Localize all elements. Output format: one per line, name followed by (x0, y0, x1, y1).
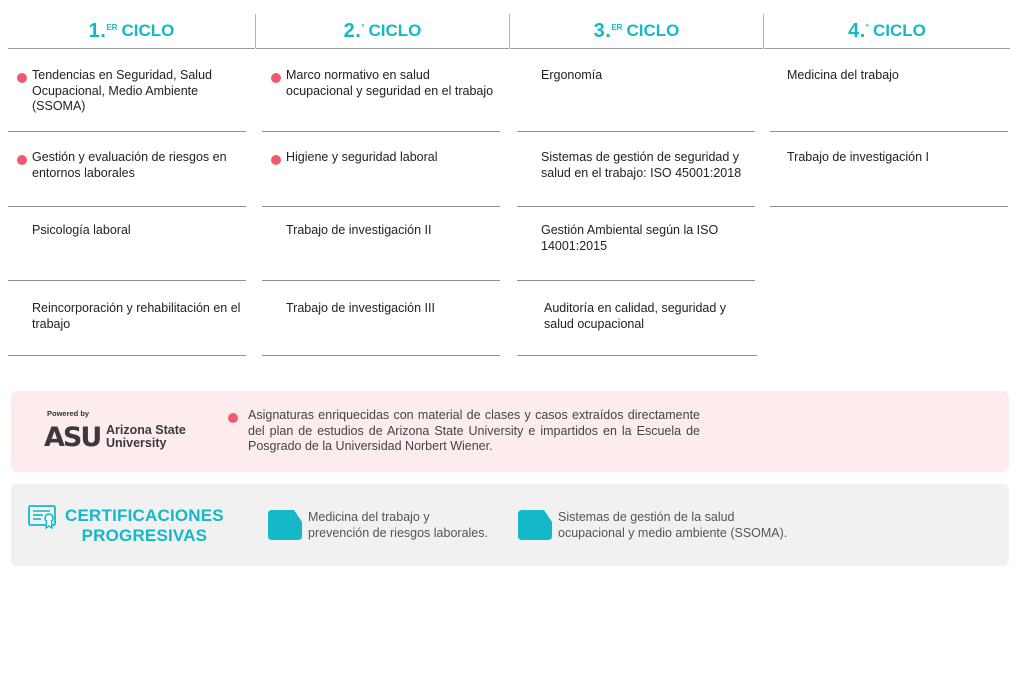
cycle-1-label: CICLO (121, 21, 175, 40)
certification-text-line2: prevención de riesgos laborales. (308, 525, 488, 540)
certification-text-line1: Medicina del trabajo y (308, 510, 430, 524)
course-cell (262, 223, 500, 281)
cycle-3-label: CICLO (626, 21, 680, 40)
course-cell (262, 150, 500, 207)
cycle-1-superscript: ER (106, 22, 118, 32)
cycle-2-header (256, 14, 509, 49)
course-cell (262, 68, 500, 132)
course-cell (8, 223, 246, 281)
course-name: Gestión y evaluación de riesgos en entornos laborales (32, 150, 227, 180)
cycle-1-number: 1. (88, 19, 107, 42)
asu-dot-icon (17, 155, 27, 165)
cycle-3-superscript: ER (611, 22, 623, 32)
certifications-title-line2: PROGRESIVAS (81, 526, 208, 545)
cycle-4-header (764, 14, 1010, 49)
cycle-2-superscript: ° (361, 22, 365, 32)
course-name: Gestión Ambiental según la ISO 14001:2015 (541, 223, 719, 253)
cycle-3-number: 3. (593, 19, 612, 42)
course-name: Trabajo de investigación III (286, 301, 435, 315)
course-name: Psicología laboral (32, 223, 131, 237)
course-cell (517, 150, 755, 207)
course-cell (517, 68, 755, 132)
course-cell (8, 68, 246, 132)
certification-text (558, 510, 787, 541)
asu-logo (44, 409, 214, 457)
course-name: Trabajo de investigación I (787, 150, 929, 164)
course-cell (517, 301, 757, 356)
asu-logo-mark: ASU (44, 422, 101, 453)
asu-name-line1: Arizona State (106, 423, 186, 437)
course-name: Sistemas de gestión de seguridad y salud en el trabajo: ISO 45001:2018 (541, 150, 742, 180)
certification-badge-icon (268, 510, 302, 540)
cycle-4-number: 4. (848, 19, 866, 42)
asu-dot-icon (228, 413, 238, 423)
cycle-2-label: CICLO (368, 21, 422, 40)
asu-dot-icon (271, 155, 281, 165)
cycle-4-label: CICLO (873, 21, 926, 40)
certifications-title (65, 506, 224, 546)
asu-name-line2: University (106, 436, 167, 450)
course-cell (8, 150, 246, 207)
cycle-1-header (8, 14, 255, 49)
course-name: Auditoría en calidad, seguridad y salud ocupacional (544, 301, 727, 331)
asu-note: Asignaturas enriquecidas con material de clases y casos extraídos directamente del plan de estudios de Arizona State University e impartidos en la Escuela de Posgrado de la Universidad Norbert Wiener. (248, 408, 700, 453)
course-name: Higiene y seguridad laboral (286, 150, 438, 164)
asu-university-name (106, 424, 186, 450)
cycle-3-header (510, 14, 763, 49)
powered-by-label: Powered by (47, 409, 90, 418)
certifications-panel (11, 484, 1009, 566)
certification-text-line1: Sistemas de gestión de la salud (558, 510, 735, 524)
course-name: Trabajo de investigación II (286, 223, 432, 237)
cycle-4-superscript: ° (865, 22, 869, 32)
course-name: Tendencias en Seguridad, Salud Ocupacional, Medio Ambiente (SSOMA) (32, 68, 212, 113)
certifications-title-line1: CERTIFICACIONES (65, 506, 224, 525)
curriculum-grid (8, 14, 1010, 359)
cycle-2-number: 2. (343, 19, 362, 42)
course-name: Marco normativo en salud ocupacional y seguridad en el trabajo (286, 68, 494, 98)
asu-dot-icon (271, 73, 281, 83)
asu-dot-icon (17, 73, 27, 83)
asu-panel (11, 391, 1009, 472)
certification-text-line2: ocupacional y medio ambiente (SSOMA). (558, 525, 788, 540)
course-cell (517, 223, 755, 281)
certification-text (308, 510, 488, 541)
certificate-icon (28, 505, 58, 529)
course-cell (770, 68, 1008, 132)
course-cell (8, 301, 246, 356)
course-name: Reincorporación y rehabilitación en el trabajo (32, 301, 241, 331)
certification-badge-icon (518, 510, 552, 540)
course-name: Ergonomía (541, 68, 603, 82)
course-cell (770, 150, 1008, 207)
course-name: Medicina del trabajo (787, 68, 899, 82)
course-cell (262, 301, 500, 356)
